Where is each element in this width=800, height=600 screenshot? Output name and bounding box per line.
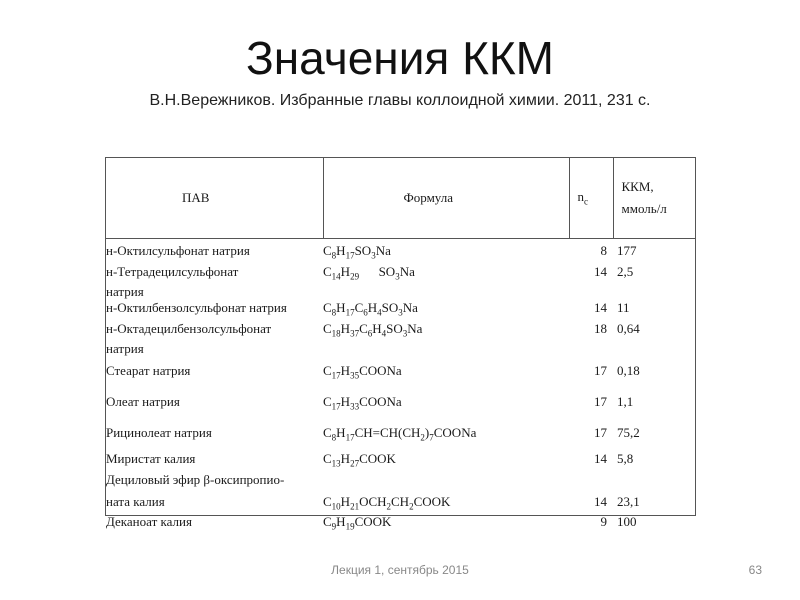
cell-surfactant-name: н-Октилсульфонат натрия (106, 243, 250, 258)
cell-surfactant-name: Олеат натрия (106, 393, 180, 409)
cell-formula: $C_8H_{17}CH=CH(CH_2)_7COONa$ (323, 424, 477, 443)
cell-formula: $C_{13}H_{27}COOK$ (323, 451, 396, 469)
table-body (106, 239, 695, 535)
cell-formula: $C_9H_{19}COOK$ (323, 514, 392, 532)
cell-formula: $C_{17}H_{35}COONa$ (323, 363, 402, 381)
cell-nc: 18 (594, 320, 607, 336)
cell-kkm: 100 (617, 514, 637, 530)
cell-kkm: 11 (617, 300, 630, 316)
cell-surfactant-name: натрия (106, 341, 144, 357)
table-row (106, 488, 695, 515)
table-row (106, 472, 695, 488)
header-kkm (613, 158, 695, 239)
header-formula: Формула (323, 158, 569, 239)
cell-surfactant-name: н-Октилбензолсульфонат натрия (106, 300, 287, 316)
cell-surfactant-name: н-Тетрадецилсульфонат (106, 263, 239, 279)
cell-nc: 9 (600, 514, 607, 530)
cell-nc (569, 341, 613, 357)
page-number: 63 (748, 563, 762, 577)
kkm-table-frame (105, 157, 696, 532)
cell-kkm (613, 284, 695, 300)
table-row (106, 321, 695, 342)
cell-surfactant-name: ната калия (106, 493, 165, 509)
cell-formula: $C_{17}H_{33}COONa$ (323, 393, 402, 412)
cell-nc: 14 (594, 300, 607, 316)
cell-kkm: 0,18 (617, 363, 640, 379)
cell-nc (569, 284, 613, 300)
cell-kkm: 2,5 (617, 263, 634, 279)
table-row (106, 384, 695, 415)
table-row (106, 284, 695, 300)
cell-formula: $C_8H_{17}SO_3Na$ (323, 243, 391, 261)
header-kkm-line2: ммоль/л (621, 201, 667, 216)
cell-formula (323, 472, 569, 488)
cell-nc: 17 (594, 363, 607, 379)
table-row (106, 514, 695, 535)
cell-kkm: 1,1 (617, 393, 634, 409)
slide-title: Значения ККМ (245, 32, 554, 84)
cell-kkm: 5,8 (617, 451, 634, 467)
cell-surfactant-name: натрия (106, 284, 144, 300)
table-row (106, 300, 695, 321)
cell-formula (323, 284, 569, 300)
table-row (106, 264, 695, 285)
table-row (106, 357, 695, 384)
cell-surfactant-name: Рицинолеат натрия (106, 424, 212, 440)
cell-kkm: 0,64 (617, 320, 640, 336)
header-nc (569, 158, 613, 239)
table-header-row (106, 158, 695, 239)
header-kkm-line1: ККМ, (621, 179, 654, 194)
table-row (106, 445, 695, 472)
table-row (106, 239, 695, 264)
cell-formula: $C_{10}H_{21}OCH_2CH_2COOK$ (323, 493, 451, 512)
header-surfactant: ПАВ (106, 158, 323, 239)
table-row (106, 341, 695, 357)
cell-nc (569, 472, 613, 488)
cell-kkm (613, 472, 695, 488)
cell-nc: 8 (600, 243, 607, 258)
cell-nc: 14 (594, 263, 607, 279)
footer-lecture: Лекция 1, сентябрь 2015 (331, 563, 469, 577)
cell-kkm: 23,1 (617, 493, 640, 509)
cell-nc: 17 (594, 393, 607, 409)
cell-surfactant-name: Миристат калия (106, 451, 196, 467)
table-row (106, 415, 695, 446)
kkm-table (106, 158, 695, 535)
cell-surfactant-name: Дециловый эфир β-оксипропио- (106, 471, 285, 487)
cell-kkm (613, 341, 695, 357)
cell-nc: 14 (594, 493, 607, 509)
cell-formula: $C_8H_{17}C_6H_4SO_3Na$ (323, 300, 418, 318)
cell-surfactant-name: н-Октадецилбензолсульфонат (106, 320, 272, 336)
header-nc-text: $n_c$ (577, 189, 588, 207)
cell-surfactant-name: Стеарат натрия (106, 363, 191, 379)
cell-nc: 14 (594, 451, 607, 467)
cell-formula: $C_{18}H_{37}C_6H_4SO_3Na$ (323, 320, 423, 339)
cell-formula: $C_{14}H_{29}$ $SO_3Na$ (323, 263, 415, 282)
cell-surfactant-name: Деканоат калия (106, 514, 192, 530)
cell-kkm: 177 (617, 243, 637, 258)
cell-nc: 17 (594, 424, 607, 440)
source-citation: В.Н.Вережников. Избранные главы коллоидной химии. 2011, 231 с. (149, 92, 651, 109)
cell-kkm: 75,2 (617, 424, 640, 440)
cell-formula (323, 341, 569, 357)
